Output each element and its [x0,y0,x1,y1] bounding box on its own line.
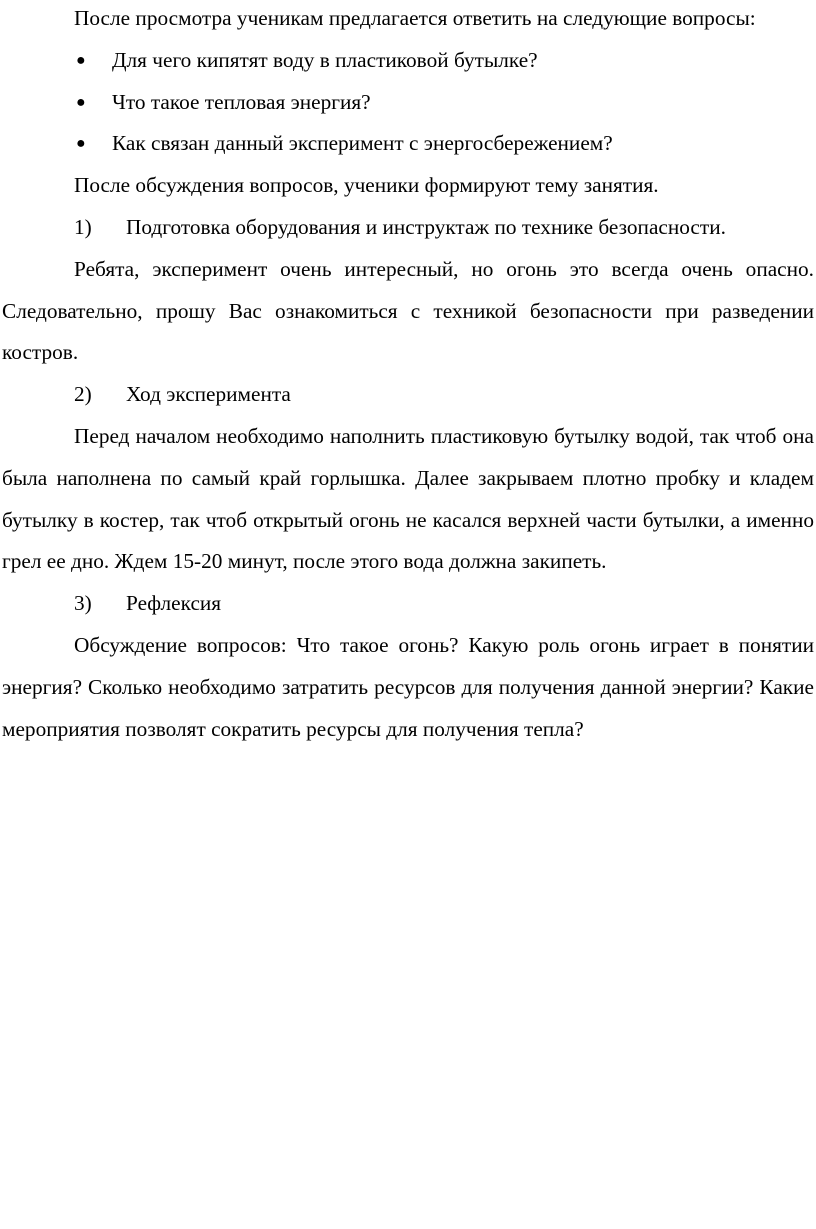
step-number: 1) [74,214,92,239]
intro-paragraph: После просмотра ученикам предлагается ответить на следующие вопросы: [74,6,756,30]
bullet-dot-icon: ● [76,93,86,111]
experiment-paragraph: Перед началом необходимо наполнить пластиковую бутылку водой, так чтоб она была наполнена по самый край горлышка. Далее закрываем плотно пробку и кладем бутылку в костер, так чтоб открытый огонь не касался верхней части бутылки, а именно грел ее дно. Ждем 15-20 минут, после этого вода должна закипеть. [2,423,814,574]
question-text: Что такое тепловая энергия? [112,89,371,114]
step-number: 2) [74,382,92,407]
step-3-heading [2,583,814,625]
safety-paragraph: Ребята, эксперимент очень интересный, но огонь это всегда очень опасно. Следовательно, прошу Вас ознакомиться с техникой безопасности при разведении костров. [2,256,814,365]
questions-list [2,40,814,165]
reflection-paragraph: Обсуждение вопросов: Что такое огонь? Какую роль огонь играет в понятии энергия? Сколько необходимо затратить ресурсов для получения данной энергии? Какие мероприятия позволят сократить ресурсы для получения тепла? [2,632,814,741]
step-number: 3) [74,591,92,616]
bullet-dot-icon: ● [76,135,86,153]
question-text: Как связан данный эксперимент с энергосбережением? [112,131,613,156]
list-item [2,40,814,82]
bullet-dot-icon: ● [76,51,86,69]
step-title: Подготовка оборудования и инструктаж по технике безопасности. [126,214,726,239]
question-text: Для чего кипятят воду в пластиковой бутылке? [112,47,538,72]
step-title: Ход эксперимента [126,382,291,407]
list-item [2,123,814,165]
step-2-heading [2,374,814,416]
step-1-heading [2,207,814,249]
after-discussion-paragraph: После обсуждения вопросов, ученики формируют тему занятия. [74,173,659,198]
step-title: Рефлексия [126,591,222,616]
list-item [2,82,814,124]
